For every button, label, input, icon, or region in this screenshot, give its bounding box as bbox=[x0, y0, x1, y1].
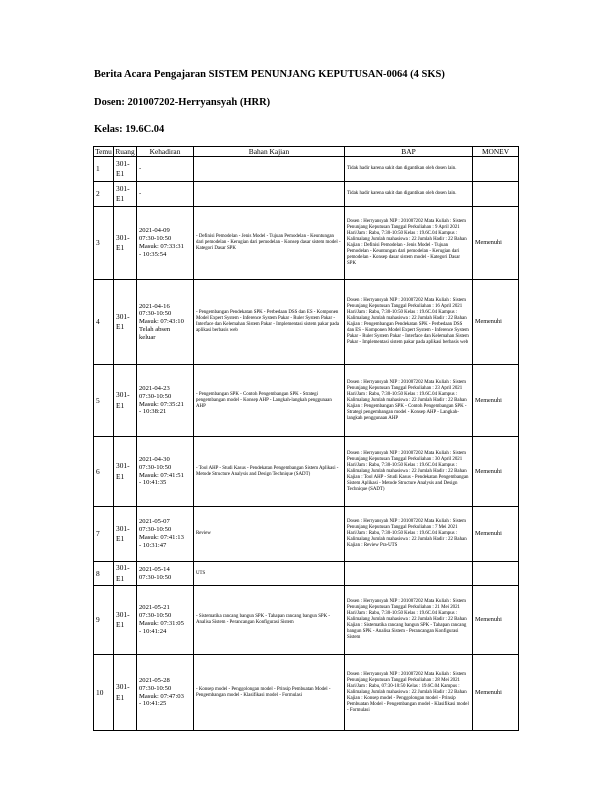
attendance-line: - 10:35:54 bbox=[139, 250, 167, 258]
table-row bbox=[94, 207, 519, 280]
room-cell bbox=[114, 207, 137, 280]
meeting-number: 9 bbox=[94, 586, 114, 655]
class-line: Kelas: 19.6C.04 bbox=[94, 124, 165, 135]
attendance-line: 2021-05-28 bbox=[139, 676, 170, 684]
study-material-cell bbox=[194, 182, 345, 207]
room-line: E1 bbox=[116, 400, 125, 410]
attendance-line: 2021-05-07 bbox=[139, 518, 170, 526]
attendance-line: 2021-04-09 bbox=[139, 227, 170, 235]
table-row bbox=[94, 562, 519, 586]
attendance-line: 07:30-10:50 bbox=[139, 310, 172, 318]
meeting-number: 5 bbox=[94, 365, 114, 437]
meeting-number: 3 bbox=[94, 207, 114, 280]
monev-cell: Memenuhi bbox=[473, 280, 519, 365]
attendance-line: 2021-04-16 bbox=[139, 302, 170, 310]
attendance-line: 07:30-10:50 bbox=[139, 684, 172, 692]
attendance-line: Telah absen bbox=[139, 325, 171, 333]
column-header-kehadiran: Kehadiran bbox=[137, 147, 194, 157]
room-cell bbox=[114, 586, 137, 655]
document-title: Berita Acara Pengajaran SISTEM PENUNJANG KEPUTUSAN-0064 (4 SKS) bbox=[94, 69, 445, 80]
attendance-cell bbox=[137, 207, 194, 280]
room-line: 301- bbox=[116, 390, 130, 399]
room-line: E1 bbox=[116, 194, 125, 203]
room-line: 301- bbox=[116, 523, 130, 533]
attendance-cell bbox=[137, 562, 194, 586]
attendance-cell bbox=[137, 182, 194, 207]
attendance-line: 07:30-10:50 bbox=[139, 573, 172, 581]
study-material-cell: UTS bbox=[194, 562, 345, 586]
monev-cell: Memenuhi bbox=[473, 507, 519, 562]
meeting-number: 7 bbox=[94, 507, 114, 562]
study-material-cell: - Pengembangan SPK - Contoh Pengembangan SPK - Strategi pengembangan model - Konsep AHP - Langkah-langkah penggunaan AHP bbox=[194, 365, 345, 437]
table-row bbox=[94, 437, 519, 507]
bap-cell: Dosen : Herryansyah NIP : 201007202 Mata Kuliah : Sistem Penunjang Keputusan Tanggal Perkuliahan : 23 April 2021 Hari/Jam : Rabu, 7:30-10:50 Kelas : 19.6C.04 Kampus : Kalimalang Jumlah mahasiswa : 22 Jumlah Hadir : 22 Bahan Kajian : Pengembangan SPK - Contoh Pengembangan SPK - Strategi pengembangan model - Konsep AHP - Langkah-langkah penggunaan AHP bbox=[345, 365, 473, 437]
monev-cell: Memenuhi bbox=[473, 586, 519, 655]
bap-cell: Tidak hadir karena sakit dan digantikan oleh dosen lain. bbox=[345, 157, 473, 182]
attendance-line: 2021-05-21 bbox=[139, 604, 170, 612]
room-line: E1 bbox=[116, 471, 125, 481]
attendance-line: 07:30-10:50 bbox=[139, 392, 172, 400]
room-cell bbox=[114, 182, 137, 207]
attendance-cell bbox=[137, 157, 194, 182]
meeting-number: 4 bbox=[94, 280, 114, 365]
bap-cell: Dosen : Herryansyah NIP : 201007202 Mata Kuliah : Sistem Penunjang Keputusan Tanggal Perkuliahan : 21 Mei 2021 Hari/Jam : Rabu, 7:30-10:50 Kelas : 19.6C.04 Kampus : Kalimalang Jumlah mahasiswa : 22 Jumlah Hadir : 22 Bahan Kajian : Sistematika rancang bangun SPK - Tahapan rancang bangun SPK - Analisa Sistem - Perancangan Konfigurasi Sistem bbox=[345, 586, 473, 655]
room-cell bbox=[114, 365, 137, 437]
room-line: 301- bbox=[116, 232, 130, 242]
attendance-line: - 10:41:35 bbox=[139, 479, 167, 487]
attendance-line: Masuk: 07:43:10 bbox=[139, 318, 184, 326]
table-row bbox=[94, 157, 519, 182]
room-line: E1 bbox=[116, 322, 125, 331]
bap-cell: Tidak hadir karena sakit dan digantikan oleh dosen lain. bbox=[345, 182, 473, 207]
attendance-line: - bbox=[139, 165, 142, 173]
bap-cell bbox=[345, 562, 473, 586]
study-material-cell: - Pengembangan Pendekatan SPK - Perbedaan DSS dan ES - Komponen Model Expert System - Inference System Pakar - Ruler System Pakar - Interface dan Kelemahan Sistem Pakar - Implementasi sistem pakar pada aplikasi berbasis web bbox=[194, 280, 345, 365]
attendance-line: 07:30-10:50 bbox=[139, 526, 172, 534]
column-header-temu: Temu bbox=[95, 147, 112, 156]
room-cell bbox=[114, 562, 137, 586]
monev-cell bbox=[473, 157, 519, 182]
study-material-cell: - Definisi Pemodelan - Jenis Model - Tujuan Pemodelan - Keuntungan dari pemodelan - Kerugian dari pemodelan - Konsep dasar sistem model - Kategori Dasar SPK bbox=[194, 207, 345, 280]
table-row bbox=[94, 280, 519, 365]
attendance-line: Masuk: 07:41:13 bbox=[139, 534, 184, 541]
room-cell bbox=[114, 157, 137, 182]
attendance-line: 07:30-10:50 bbox=[139, 235, 172, 243]
room-line: E1 bbox=[116, 534, 125, 543]
attendance-line: Masuk: 07:41:51 bbox=[139, 471, 184, 479]
attendance-cell bbox=[137, 280, 194, 365]
attendance-line: Masuk: 07:33:31 bbox=[139, 243, 184, 250]
attendance-line: Masuk: 07:35:21 bbox=[139, 400, 184, 408]
study-material-cell: - Tool AHP - Studi Kasus - Pendekatan Pengembangan Sistem Aplikasi - Metode Structure Analysis and Design Technique (SADT) bbox=[194, 437, 345, 507]
study-material-cell: - Konsep model - Penggolongan model - Prinsip Pembuatan Model - Pengembangan model - Klasifikasi model - Formulasi bbox=[194, 655, 345, 731]
table-row bbox=[94, 365, 519, 437]
column-header-ruang: Ruang bbox=[115, 147, 135, 156]
meeting-number: 8 bbox=[94, 562, 114, 586]
room-cell bbox=[114, 655, 137, 731]
column-header-monev: MONEV bbox=[473, 147, 519, 157]
room-line: 301- bbox=[116, 609, 130, 619]
room-line: E1 bbox=[116, 243, 125, 252]
attendance-line: - 10:41:25 bbox=[139, 700, 167, 708]
table-row bbox=[94, 655, 519, 731]
bap-cell: Dosen : Herryansyah NIP : 201007202 Mata Kuliah : Sistem Penunjang Keputusan Tanggal Perkuliahan : 30 April 2021 Hari/Jam : Rabu, 7:30-10:50 Kelas : 19.6C.04 Kampus : Kalimalang Jumlah mahasiswa : 22 Jumlah Hadir : 22 Bahan Kajian : Tool AHP - Studi Kasus - Pendekatan Pengembangan Sistem Aplikasi - Metode Structure Analysis and Design Technique (SADT) bbox=[345, 437, 473, 507]
table-row bbox=[94, 507, 519, 562]
room-cell bbox=[114, 437, 137, 507]
attendance-line: - 10:38:21 bbox=[139, 408, 167, 416]
monev-cell: Memenuhi bbox=[473, 207, 519, 280]
meeting-number: 2 bbox=[94, 182, 114, 207]
room-line: E1 bbox=[116, 573, 125, 583]
meeting-number: 6 bbox=[94, 437, 114, 507]
attendance-cell bbox=[137, 507, 194, 562]
attendance-cell bbox=[137, 655, 194, 731]
table-body bbox=[94, 157, 519, 731]
room-line: E1 bbox=[116, 169, 125, 178]
attendance-line: 2021-05-14 bbox=[139, 565, 170, 573]
attendance-line: - 10:31:47 bbox=[139, 541, 167, 549]
attendance-cell bbox=[137, 586, 194, 655]
bap-cell: Dosen : Herryansyah NIP : 201007202 Mata Kuliah : Sistem Penunjang Keputusan Tanggal Perkuliahan : 9 April 2021 Hari/Jam : Rabu, 7:30-10:50 Kelas : 19.6C.04 Kampus : Kalimalang Jumlah mahasiswa : 22 Jumlah Hadir : 22 Bahan Kajian : Definisi Pemodelan - Jenis Model - Tujuan Pemodelan - Keuntungan dari pemodelan - Kerugian dari pemodelan - Konsep dasar sistem model - Kategori Dasar SPK bbox=[345, 207, 473, 280]
room-line: 301- bbox=[116, 183, 130, 193]
meeting-number: 10 bbox=[94, 655, 114, 731]
room-line: 301- bbox=[116, 682, 130, 691]
attendance-line: Masuk: 07:31:05 bbox=[139, 620, 184, 627]
monev-cell bbox=[473, 182, 519, 207]
attendance-table bbox=[93, 146, 519, 731]
room-line: 301- bbox=[116, 158, 130, 168]
column-header-bap: BAP bbox=[345, 147, 473, 157]
room-line: 301- bbox=[116, 311, 130, 321]
lecturer-line: Dosen: 201007202-Herryansyah (HRR) bbox=[94, 97, 271, 108]
attendance-line: 07:30-10:50 bbox=[139, 612, 172, 620]
table-row bbox=[94, 586, 519, 655]
monev-cell: Memenuhi bbox=[473, 437, 519, 507]
bap-cell: Dosen : Herryansyah NIP : 201007202 Mata Kuliah : Sistem Penunjang Keputusan Tanggal Perkuliahan : 7 Mei 2021 Hari/Jam : Rabu, 7:30-10:50 Kelas : 19.6C.04 Kampus : Kalimalang Jumlah mahasiswa : 22 Jumlah Hadir : 22 Bahan Kajian : Review Pra-UTS bbox=[345, 507, 473, 562]
bap-cell: Dosen : Herryansyah NIP : 201007202 Mata Kuliah : Sistem Penunjang Keputusan Tanggal Perkuliahan : 16 April 2021 Hari/Jam : Rabu, 7:30-10:50 Kelas : 19.6C.04 Kampus : Kalimalang Jumlah mahasiswa : 22 Jumlah Hadir : 22 Bahan Kajian : Pengembangan Pendekatan SPK - Perbedaan DSS dan ES - Komponen Model Expert System - Inference System Pakar - Ruler System Pakar - Interface dan Kelemahan Sistem Pakar - Implementasi sistem pakar pada aplikasi berbasis web bbox=[345, 280, 473, 365]
study-material-cell bbox=[194, 157, 345, 182]
bap-cell: Dosen : Herryansyah NIP : 201007202 Mata Kuliah : Sistem Penunjang Keputusan Tanggal Perkuliahan : 28 Mei 2021 Hari/Jam : Rabu, 07:30-10:50 Kelas : 19.6C.04 Kampus : Kalimalang Jumlah mahasiswa : 22 Jumlah Hadir : 22 Bahan Kajian : Konsep model - Penggolongan model - Prinsip Pembuatan Model - Pengembangan model - Klasifikasi model - Formulasi bbox=[345, 655, 473, 731]
attendance-line: - 10:41:24 bbox=[139, 627, 167, 635]
attendance-cell bbox=[137, 437, 194, 507]
monev-cell: Memenuhi bbox=[473, 365, 519, 437]
attendance-line: 2021-04-23 bbox=[139, 384, 170, 392]
monev-cell: Memenuhi bbox=[473, 655, 519, 731]
monev-cell bbox=[473, 562, 519, 586]
room-line: E1 bbox=[116, 620, 125, 629]
meeting-number: 1 bbox=[94, 157, 114, 182]
attendance-line: - bbox=[139, 190, 142, 198]
room-line: E1 bbox=[116, 692, 125, 702]
table-header-row bbox=[94, 147, 519, 157]
study-material-cell: Review bbox=[194, 507, 345, 562]
room-cell bbox=[114, 280, 137, 365]
attendance-cell bbox=[137, 365, 194, 437]
room-line: 301- bbox=[116, 461, 130, 470]
room-line: 301- bbox=[116, 563, 130, 572]
column-header-bahan-kajian: Bahan Kajian bbox=[194, 147, 345, 157]
attendance-line: 2021-04-30 bbox=[139, 455, 170, 463]
table-row bbox=[94, 182, 519, 207]
attendance-line: 07:30-10:50 bbox=[139, 463, 172, 471]
study-material-cell: - Sistematika rancang bangun SPK - Tahapan rancang bangun SPK - Analisa Sistem - Perancangan Konfigurasi Sistem bbox=[194, 586, 345, 655]
attendance-line: keluar bbox=[139, 333, 156, 341]
attendance-line: Masuk: 07:47:03 bbox=[139, 692, 184, 700]
room-cell bbox=[114, 507, 137, 562]
